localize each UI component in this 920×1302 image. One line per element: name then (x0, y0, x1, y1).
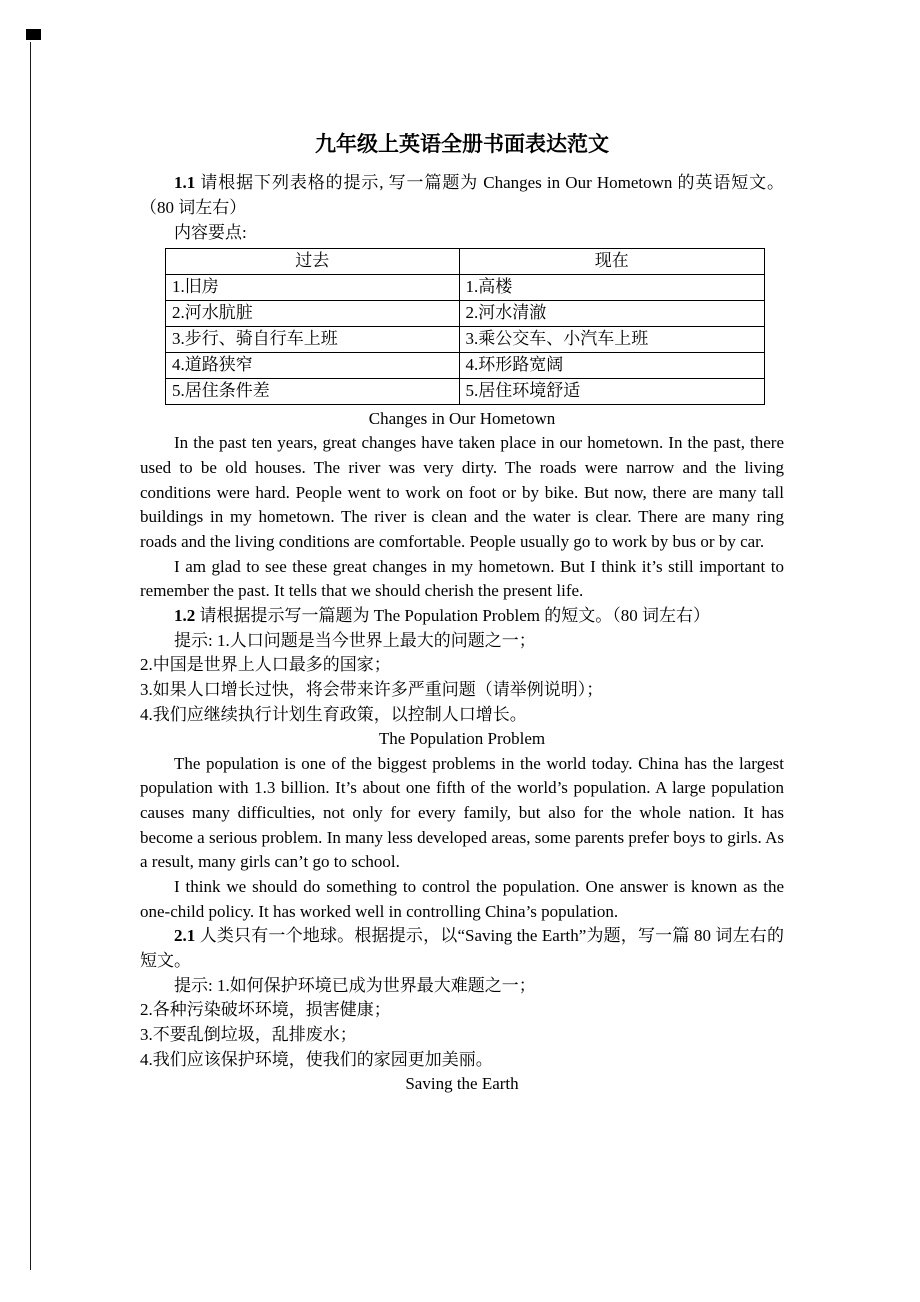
prompt-1-1-text: 请根据下列表格的提示, 写一篇题为 Changes in Our Hometown 的英语短文。（80 词左右） (140, 173, 784, 217)
table-header-row (166, 249, 765, 275)
table-cell-past: 2.河水肮脏 (166, 301, 460, 327)
prompt-2-1-number: 2.1 (174, 926, 196, 946)
prompt-1-2-text: 请根据提示写一篇题为 The Population Problem 的短文。（80 词左右） (199, 605, 710, 625)
essay-1-paragraph-1: In the past ten years, great changes have taken place in our hometown. In the past, there used to be old houses. The river was very dirty. The roads were narrow and the living conditions were hard. People went to work on foot or by bike. But now, there are many tall buildings in my hometown. The river is clean and the water is clear. There are many ring roads and the living conditions are comfortable. People usually go to work by bus or by car. (140, 433, 784, 552)
table-cell-past: 4.道路狭窄 (166, 352, 460, 378)
table-row (166, 327, 765, 353)
table-row (166, 378, 765, 404)
table-cell-past: 5.居住条件差 (166, 378, 460, 404)
hint-line: 提示: 1.如何保护环境已成为世界最大难题之一； (174, 975, 536, 995)
hint-line: 3.不要乱倒垃圾，乱排废水； (140, 1024, 357, 1044)
table-header-past: 过去 (166, 249, 460, 275)
essay-2-title: The Population Problem (378, 729, 546, 749)
prompt-2-1 (140, 924, 784, 973)
essay-1-title: Changes in Our Hometown (368, 408, 556, 428)
scan-artifact-corner (26, 29, 41, 40)
table-row (166, 275, 765, 301)
comparison-table (165, 248, 765, 405)
table-cell-past: 3.步行、骑自行车上班 (166, 327, 460, 353)
hint-line: 提示: 1.人口问题是当今世界上最大的问题之一； (174, 630, 536, 650)
hint-line: 4.我们应该保护环境，使我们的家园更加美丽。 (140, 1049, 493, 1069)
hint-line: 4.我们应继续执行计划生育政策，以控制人口增长。 (140, 704, 527, 724)
table-cell-now: 3.乘公交车、小汽车上班 (459, 327, 765, 353)
hint-line: 3.如果人口增长过快，将会带来许多严重问题（请举例说明）； (140, 679, 604, 699)
essay-2-paragraph-1: The population is one of the biggest problems in the world today. China has the largest population with 1.3 billion. It’s about one fifth of the world’s population. A large population causes many difficulties, not only for every family, but also for the whole nation. It has become a serious problem. In many less developed areas, some parents prefer boys to girls. As a result, many girls can’t go to school. (140, 753, 784, 872)
prompt-1-2 (140, 604, 784, 629)
table-cell-now: 5.居住环境舒适 (459, 378, 765, 404)
prompt-1-1-number: 1.1 (174, 173, 196, 193)
table-row (166, 301, 765, 327)
key-points-label: 内容要点: (174, 222, 247, 242)
table-cell-now: 2.河水清澈 (459, 301, 765, 327)
prompt-1-1 (140, 171, 784, 220)
table-cell-now: 4.环形路宽阔 (459, 352, 765, 378)
hint-line: 2.中国是世界上人口最多的国家； (140, 655, 391, 675)
prompt-1-2-number: 1.2 (174, 605, 196, 625)
document-content (140, 131, 784, 1097)
table-cell-now: 1.高楼 (459, 275, 765, 301)
essay-2-paragraph-2: I think we should do something to control the population. One answer is known as the one-child policy. It has worked well in controlling China’s population. (140, 877, 784, 921)
scan-artifact-left-border (30, 42, 31, 1270)
table-header-now: 现在 (459, 249, 765, 275)
essay-3-title: Saving the Earth (405, 1074, 519, 1094)
table-row (166, 352, 765, 378)
table-cell-past: 1.旧房 (166, 275, 460, 301)
prompt-2-1-text: 人类只有一个地球。根据提示，以“Saving the Earth”为题，写一篇 80 词左右的短文。 (140, 926, 784, 970)
hint-line: 2.各种污染破坏环境，损害健康； (140, 1000, 391, 1020)
essay-1-paragraph-2: I am glad to see these great changes in my hometown. But I think it’s still important to remember the past. It tells that we should cherish the present life. (140, 556, 784, 601)
document-title: 九年级上英语全册书面表达范文 (315, 132, 609, 156)
